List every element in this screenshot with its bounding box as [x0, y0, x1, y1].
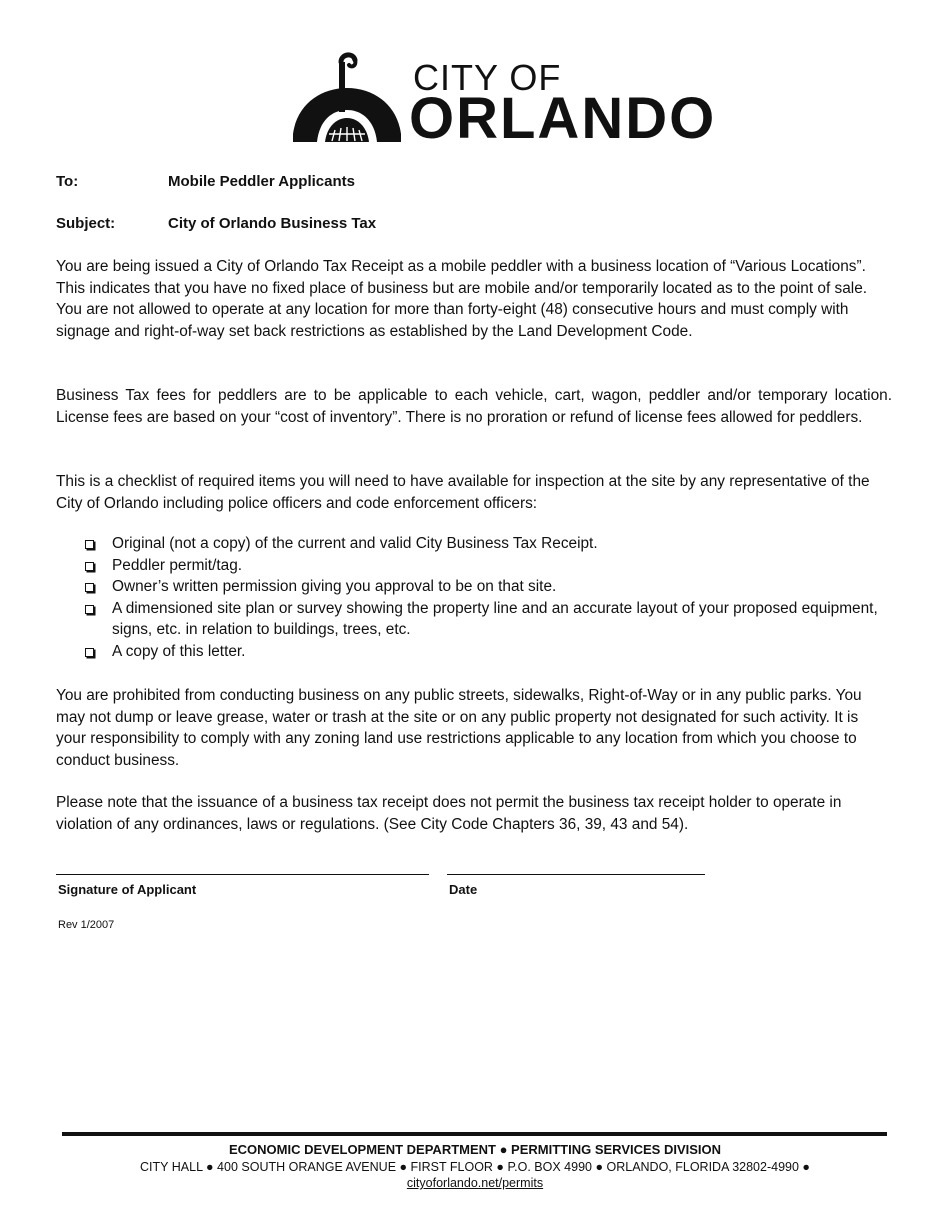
- subject-label: Subject:: [56, 215, 116, 232]
- paragraph-various-locations: You are being issued a City of Orlando Tax Receipt as a mobile peddler with a business location of “Various Locations”. This indicates that you have no fixed place of business but are mobile and/or temporarily located as to the point of sale. You are not allowed to operate at any location for more than forty-eight (48) consecutive hours and must comply with signage and right-of-way set back restrictions as established by the Land Development Code.: [56, 258, 868, 340]
- footer-department: ECONOMIC DEVELOPMENT DEPARTMENT ● PERMITTING SERVICES DIVISION: [228, 1142, 722, 1157]
- signature-line: [56, 874, 429, 875]
- paragraph-ordinances-note: Please note that the issuance of a business tax receipt does not permit the business tax receipt holder to operate in violation of any ordinances, laws or regulations. (See City Code Chapters 36, 39, 43 and 54).: [56, 794, 842, 833]
- checklist-item: Peddler permit/tag.: [56, 555, 892, 577]
- checklist-item: A dimensioned site plan or survey showing the property line and an accurate layout of your proposed equipment, signs, etc. in relation to buildings, trees, etc.: [56, 598, 892, 641]
- signature-label: Signature of Applicant: [58, 882, 197, 897]
- checkbox-icon: [85, 583, 94, 592]
- date-label: Date: [449, 882, 478, 897]
- footer-rule: [62, 1132, 887, 1136]
- to-label: To:: [56, 173, 79, 190]
- checklist-item: Original (not a copy) of the current and valid City Business Tax Receipt.: [56, 533, 892, 555]
- checklist-item: A copy of this letter.: [56, 641, 892, 663]
- date-line: [447, 874, 705, 875]
- checkbox-icon: [85, 540, 94, 549]
- revision-note: Rev 1/2007: [58, 919, 115, 931]
- footer-address: CITY HALL ● 400 SOUTH ORANGE AVENUE ● FIRST FLOOR ● P.O. BOX 4990 ● ORLANDO, FLORIDA 32802-4990 ●: [140, 1160, 810, 1174]
- orlando-fountain-icon: [291, 52, 403, 147]
- checklist-item: Owner’s written permission giving you approval to be on that site.: [56, 576, 892, 598]
- footer-link-row: [0, 1176, 950, 1190]
- permits-link[interactable]: cityoforlando.net/permits: [406, 1176, 544, 1190]
- checkbox-icon: [85, 562, 94, 571]
- checkbox-icon: [85, 605, 94, 614]
- logo-city-of: CITY OF: [413, 57, 562, 98]
- paragraph-prohibitions: You are prohibited from conducting business on any public streets, sidewalks, Right-of-Way or in any public parks. You may not dump or leave grease, water or trash at the site or on any public property not designated for such activity. It is your responsibility to comply with any zoning land use restrictions applicable to any location from which you choose to conduct business.: [56, 687, 862, 769]
- subject-value: City of Orlando Business Tax: [168, 215, 377, 232]
- logo-orlando: ORLANDO: [409, 86, 717, 151]
- paragraph-business-tax-fees: Business Tax fees for peddlers are to be applicable to each vehicle, cart, wagon, peddler and/or temporary location. License fees are based on your “cost of inventory”. There is no proration or refund of license fees allowed for peddlers.: [56, 387, 892, 426]
- paragraph-checklist-intro: This is a checklist of required items you will need to have available for inspection at the site by any representative of the City of Orlando including police officers and code enforcement officers:: [56, 473, 870, 512]
- required-items-checklist: [56, 533, 892, 662]
- to-value: Mobile Peddler Applicants: [168, 173, 355, 190]
- city-logo: [291, 52, 721, 151]
- checkbox-icon: [85, 648, 94, 657]
